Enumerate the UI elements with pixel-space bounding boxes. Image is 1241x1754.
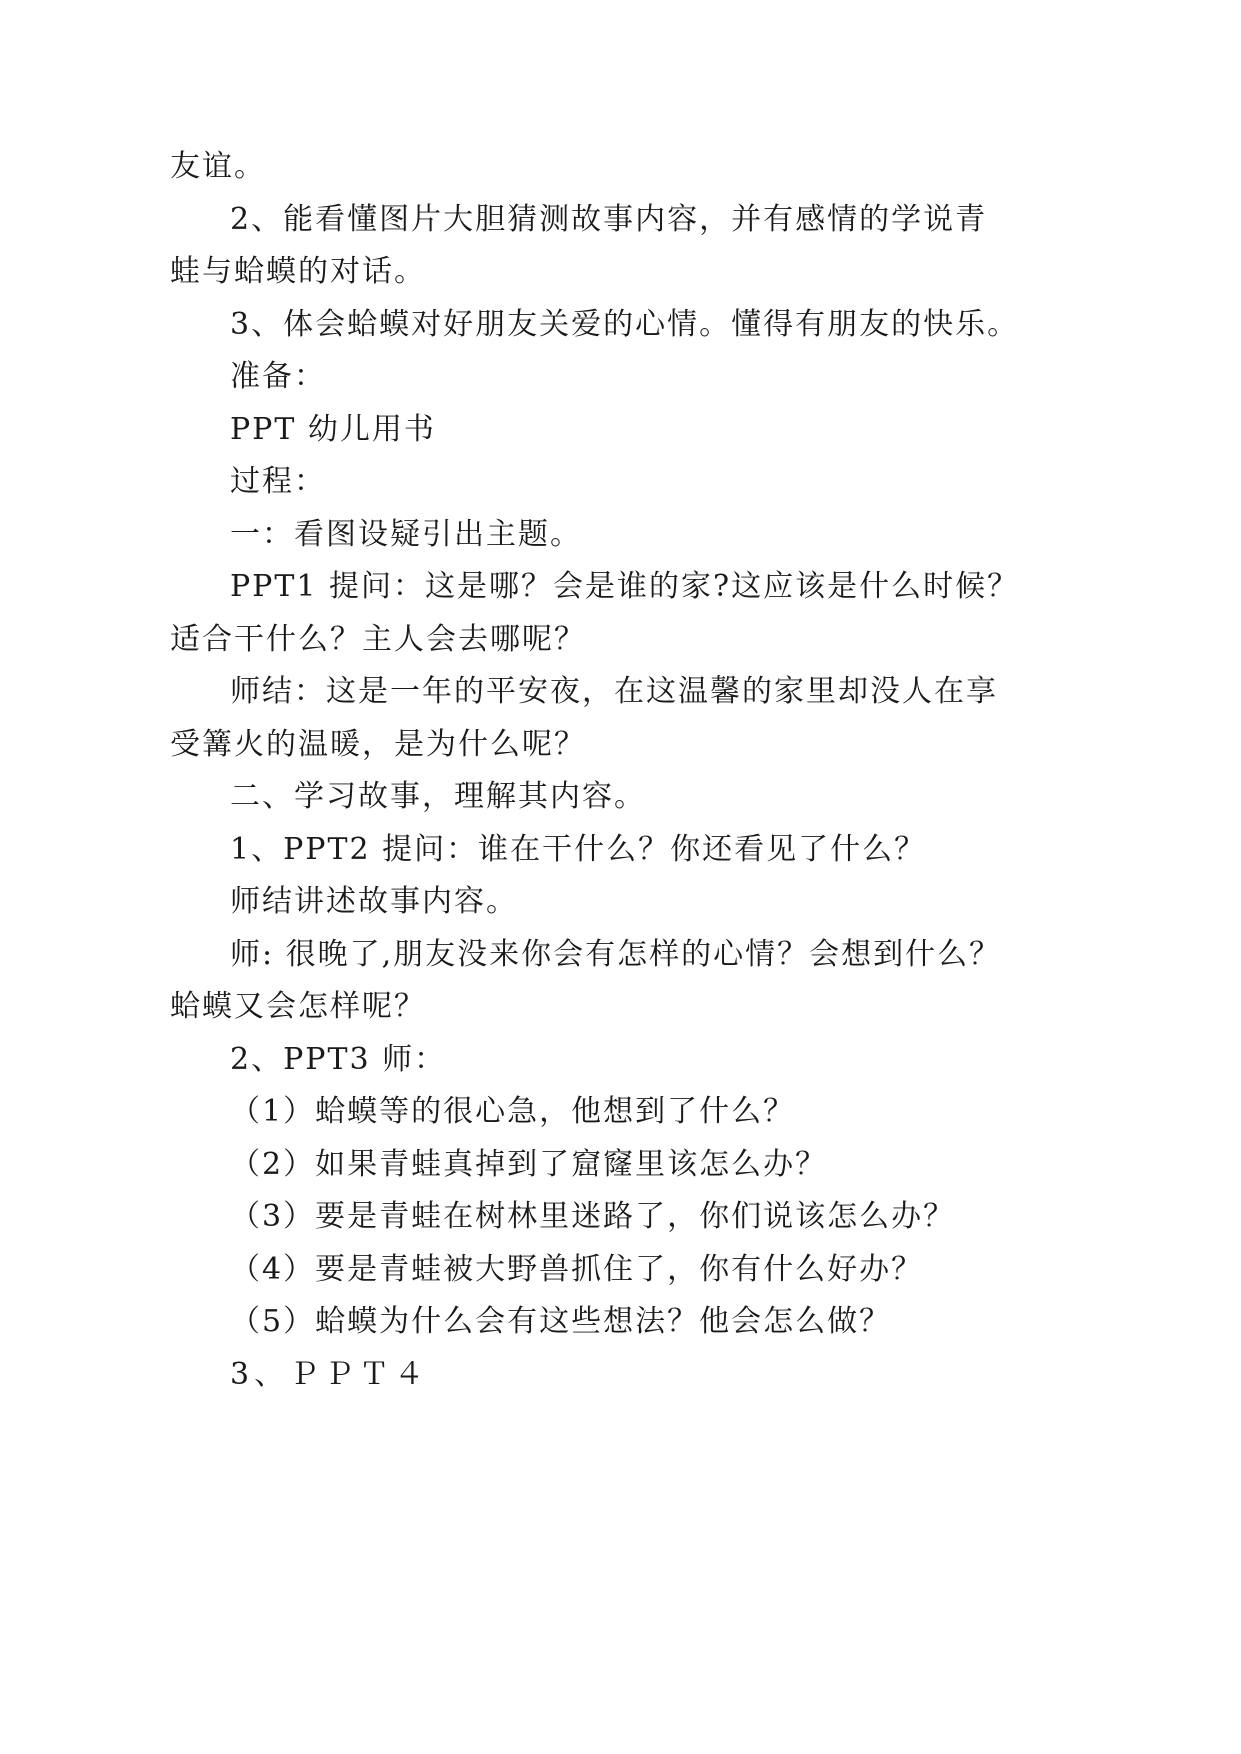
paragraph-line: 蛙与蛤蟆的对话。 (170, 254, 426, 289)
list-item: （2）如果青蛙真掉到了窟窿里该怎么办？ (230, 1147, 828, 1182)
list-item: （5）蛤蟆为什么会有这些想法？他会怎么做？ (230, 1304, 892, 1339)
paragraph-line: 师: 很晚了,朋友没来你会有怎样的心情？会想到什么？ (230, 937, 1002, 972)
paragraph-line: 2、能看懂图片大胆猜测故事内容，并有感情的学说青 (230, 202, 988, 237)
section-heading: 准备： (230, 359, 326, 394)
paragraph-line: PPT 幼儿用书 (230, 412, 436, 447)
paragraph-line: 二、学习故事，理解其内容。 (230, 779, 646, 814)
paragraph-line: 受篝火的温暖，是为什么呢？ (170, 727, 586, 762)
paragraph-line: 一：看图设疑引出主题。 (230, 517, 582, 552)
list-item: （3）要是青蛙在树林里迷路了，你们说该怎么办？ (230, 1199, 956, 1234)
paragraph-line: 师结讲述故事内容。 (230, 884, 518, 919)
paragraph-line: 友谊。 (170, 149, 266, 184)
section-heading: 过程： (230, 464, 326, 499)
paragraph-line: 3、体会蛤蟆对好朋友关爱的心情。懂得有朋友的快乐。 (230, 307, 1020, 342)
list-item: （4）要是青蛙被大野兽抓住了，你有什么好办？ (230, 1252, 924, 1287)
paragraph-line: 蛤蟆又会怎样呢？ (170, 989, 426, 1024)
paragraph-line: 3、ＰＰＴ４ (230, 1357, 430, 1392)
paragraph-line: 适合干什么？主人会去哪呢？ (170, 622, 586, 657)
paragraph-line: 1、PPT2 提问：谁在干什么？你还看见了什么？ (230, 832, 927, 867)
list-item: （1）蛤蟆等的很心急，他想到了什么？ (230, 1094, 796, 1129)
paragraph-line: 师结：这是一年的平安夜，在这温馨的家里却没人在享 (230, 674, 998, 709)
paragraph-line: PPT1 提问：这是哪？会是谁的家?这应该是什么时候？ (230, 569, 1020, 604)
paragraph-line: 2、PPT3 师： (230, 1042, 447, 1077)
